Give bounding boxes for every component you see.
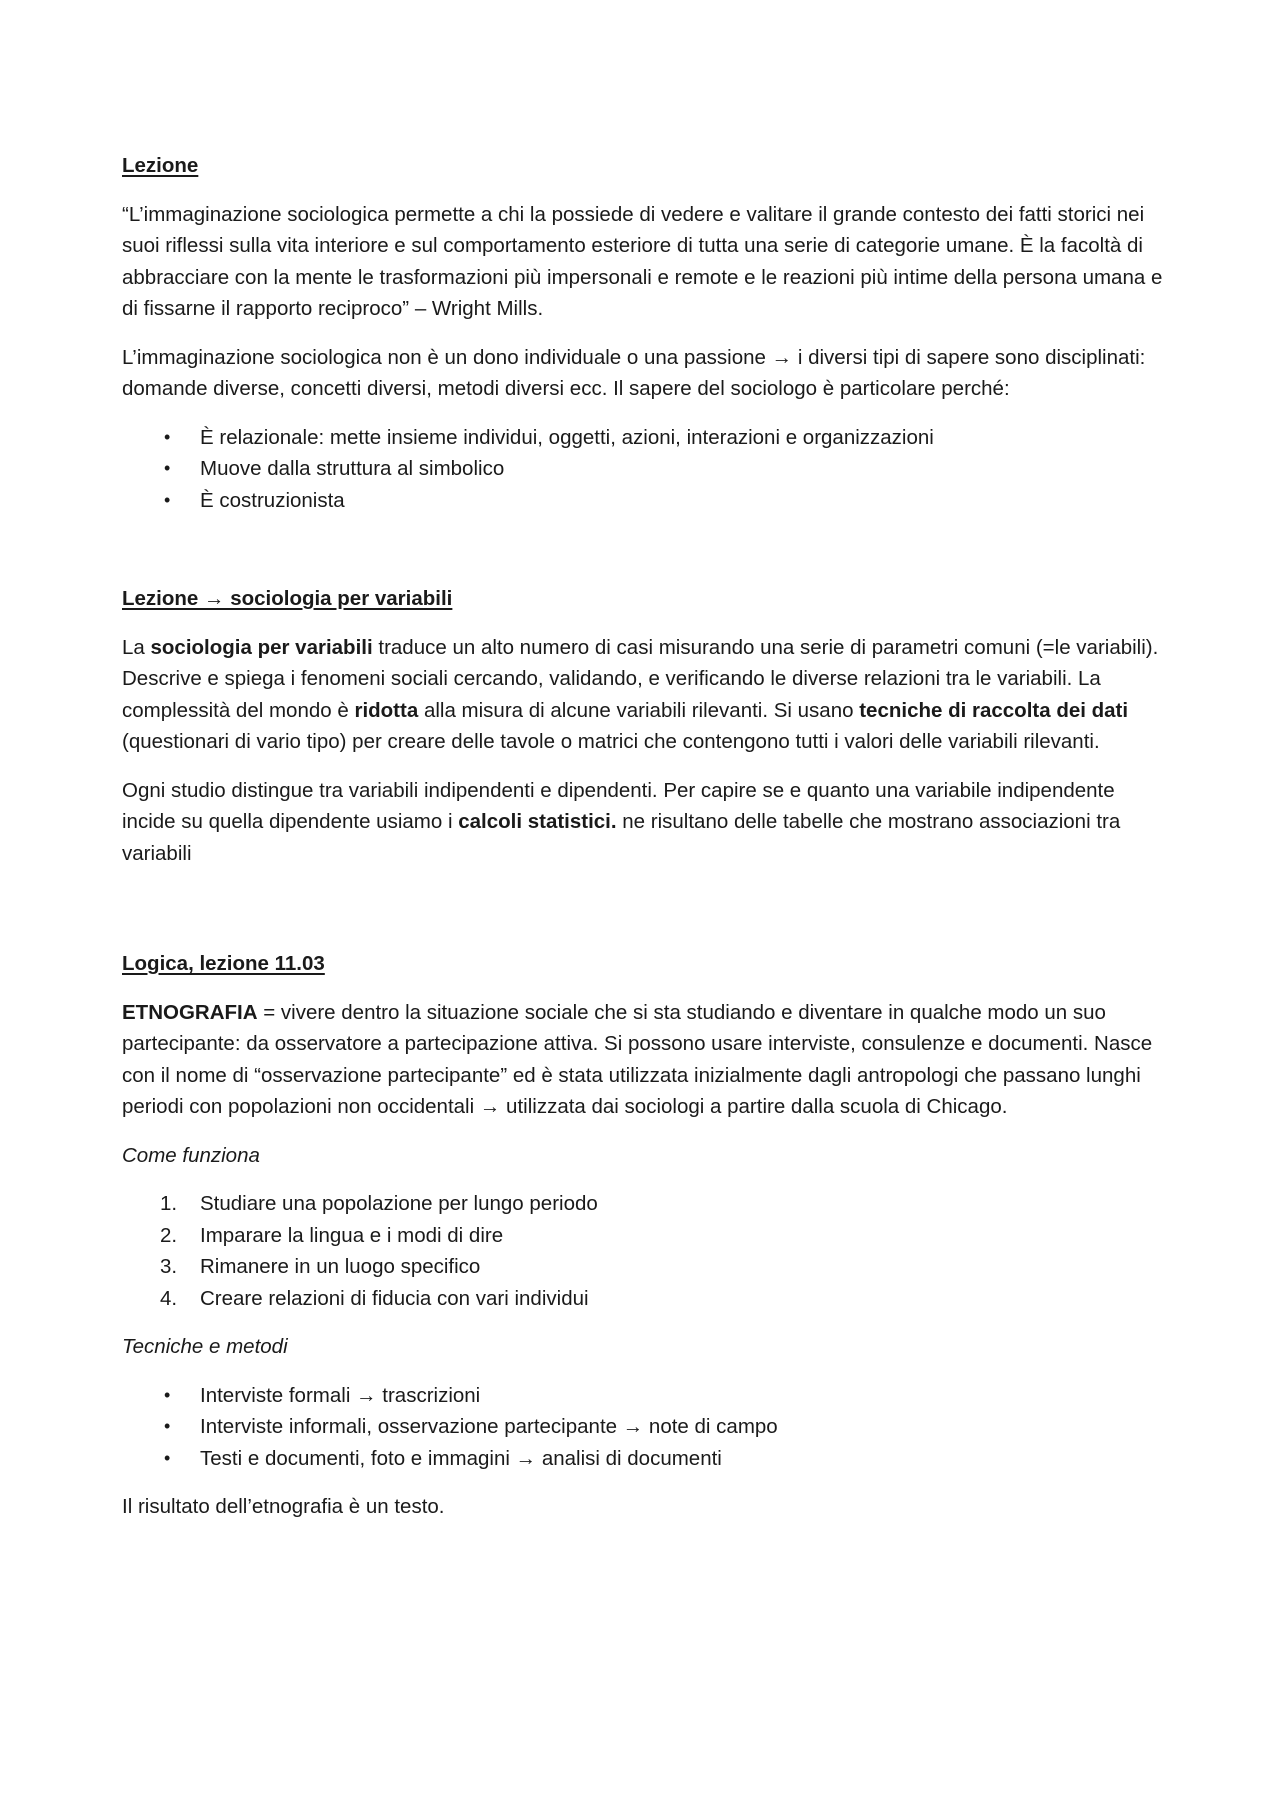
list-item: 2. Imparare la lingua e i modi di dire (160, 1223, 504, 1247)
list-item: • È costruzionista (122, 485, 1167, 517)
paragraph-variabili-indipendenti: Ogni studio distingue tra variabili indipendenti e dipendenti. Per capire se e quanto una variabile indipendente incide su quella dipendente usiamo i calcoli statistici. ne risultano delle tabelle che mostrano associazioni tra variabili (122, 778, 1121, 865)
section-heading-logica: Logica, lezione 11.03 (122, 952, 325, 975)
subheading-tecniche-metodi: Tecniche e metodi (122, 1335, 288, 1358)
bullet-list-tecniche (122, 1380, 1167, 1475)
bullet-icon: • (164, 1416, 171, 1436)
list-item: • Interviste formali → trascrizioni (122, 1380, 1167, 1412)
subheading-come-funziona: Come funziona (122, 1143, 260, 1167)
list-item: • Testi e documenti, foto e immagini → analisi di documenti (122, 1443, 1167, 1475)
list-item: 1. Studiare una popolazione per lungo periodo (160, 1192, 598, 1215)
section-heading-lezione: Lezione (122, 154, 199, 177)
list-item: 4. Creare relazioni di fiducia con vari individui (160, 1286, 589, 1310)
bullet-icon: • (164, 1447, 171, 1468)
closing-sentence: Il risultato dell’etnografia è un testo. (122, 1495, 445, 1518)
bullet-icon: • (164, 1384, 171, 1405)
document-page (122, 150, 1167, 1540)
section-heading-variabili: Lezione → sociologia per variabili (122, 587, 453, 610)
numbered-list-come-funziona (122, 1188, 1167, 1314)
paragraph-sociologia-variabili: La sociologia per variabili traduce un alto numero di casi misurando una serie di parametri comuni (=le variabili). Descrive e spiega i fenomeni sociali cercando, validando, e verificando le diverse relazioni tra le variabili. La complessità del mondo è ridotta alla misura di alcune variabili rilevanti. Si usano tecniche di raccolta dei dati (questionari di vario tipo) per creare delle tavole o matrici che contengono tutti i valori delle variabili rilevanti. (122, 635, 1159, 753)
list-item: • Interviste informali, osservazione partecipante → note di campo (122, 1411, 1167, 1443)
paragraph-etnografia: ETNOGRAFIA = vivere dentro la situazione sociale che si sta studiando e diventare in qualche modo un suo partecipante: da osservatore a partecipazione attiva. Si possono usare interviste, consulenze e documenti. Nasce con il nome di “osservazione partecipante” ed è stata utilizzata inizialmente dagli antropologi che passano lunghi periodi con popolazioni non occidentali → utilizzata dai sociologi a partire dalla scuola di Chicago. (122, 1000, 1153, 1118)
wright-mills-quote: “L’immaginazione sociologica permette a chi la possiede di vedere e valitare il grande contesto dei fatti storici nei suoi riflessi sulla vita interiore e sul comportamento esteriore di tutta una serie di categorie umane. È la facoltà di abbracciare con la mente le trasformazioni più impersonali e remote e le reazioni più intime della persona umana e di fissarne il rapporto reciproco” – Wright Mills. (122, 202, 1163, 320)
list-item: • Muove dalla struttura al simbolico (122, 453, 1167, 485)
bullet-icon: • (164, 458, 171, 478)
list-item: • È relazionale: mette insieme individui, oggetti, azioni, interazioni e organizzazioni (122, 422, 1167, 454)
bullet-icon: • (164, 426, 171, 447)
bullet-icon: • (164, 489, 171, 510)
paragraph-immaginazione: L’immaginazione sociologica non è un dono individuale o una passione → i diversi tipi di sapere sono disciplinati: domande diverse, concetti diversi, metodi diversi ecc. Il sapere del sociologo è particolare perché: (122, 345, 1146, 400)
bullet-list-sapere (122, 422, 1167, 517)
list-item: 3. Rimanere in un luogo specifico (160, 1255, 481, 1278)
